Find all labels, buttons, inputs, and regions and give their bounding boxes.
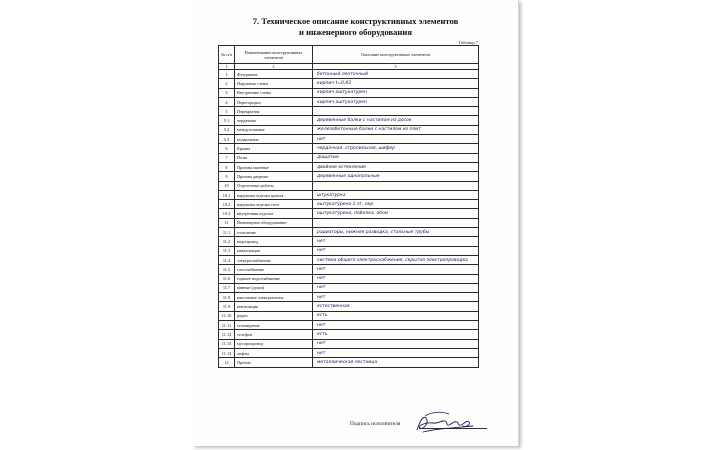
row-num: 4 — [219, 97, 235, 106]
table-row — [219, 293, 479, 302]
row-desc: деревянные балки с настилом из досок — [313, 116, 479, 125]
row-name: Перегородки — [235, 97, 313, 106]
row-num: 12 — [219, 358, 235, 367]
row-desc: кирпич оштукатурен — [313, 97, 479, 106]
row-name: Полы — [235, 153, 313, 162]
row-desc: деревянные однопольные — [313, 172, 479, 181]
document-title — [193, 16, 518, 37]
table-row — [219, 358, 479, 367]
row-num: 10.3 — [219, 209, 235, 218]
column-index: 1 — [219, 64, 235, 70]
table-body — [219, 70, 479, 368]
title-line-2: и инженерного оборудования — [299, 26, 412, 37]
row-num: 5.1 — [219, 116, 235, 125]
table-row — [219, 209, 479, 218]
row-num: 11.10 — [219, 311, 235, 320]
row-desc: есть — [313, 330, 479, 339]
row-num: 5 — [219, 107, 235, 116]
row-num: 1 — [219, 70, 235, 79]
row-name: внутренняя отделка — [235, 209, 313, 218]
row-num: 8 — [219, 162, 235, 171]
column-index: 2 — [235, 64, 313, 70]
table-row — [219, 339, 479, 348]
row-name: Проемы дверные — [235, 172, 313, 181]
table-row — [219, 283, 479, 292]
row-num: 11.11 — [219, 321, 235, 330]
row-name: радио — [235, 311, 313, 320]
signature-image — [411, 410, 479, 436]
row-desc — [313, 107, 479, 116]
row-name: Отделочные работы — [235, 181, 313, 190]
row-desc: чердачная, стропильная, шифер — [313, 144, 479, 153]
row-name: Инженерное оборудование: — [235, 218, 313, 227]
row-name: Фундамент — [235, 70, 313, 79]
table-row — [219, 125, 479, 134]
row-num: 5.3 — [219, 135, 235, 144]
table-row — [219, 246, 479, 255]
row-num: 11.14 — [219, 348, 235, 357]
row-desc: нет — [313, 246, 479, 255]
table-row — [219, 162, 479, 171]
row-num: 11.4 — [219, 255, 235, 264]
row-name: телефон — [235, 330, 313, 339]
table-row — [219, 228, 479, 237]
row-name: горячее водоснабжение — [235, 274, 313, 283]
row-num: 11.1 — [219, 228, 235, 237]
row-num: 11.2 — [219, 237, 235, 246]
row-name: Проемы оконные — [235, 162, 313, 171]
row-desc: нет — [313, 321, 479, 330]
row-desc: нет — [313, 135, 479, 144]
table-row — [219, 70, 479, 79]
column-index: 3 — [313, 64, 479, 70]
row-num: 10.2 — [219, 200, 235, 209]
table-row — [219, 190, 479, 199]
row-num: 5.2 — [219, 125, 235, 134]
row-name: электроснабжение — [235, 255, 313, 264]
table-row — [219, 330, 479, 339]
row-num: 11.12 — [219, 330, 235, 339]
row-name: газоснабжение — [235, 265, 313, 274]
row-desc: нет — [313, 237, 479, 246]
description-table — [218, 45, 479, 368]
table-row — [219, 79, 479, 88]
table-row — [219, 311, 479, 320]
row-desc: нет — [313, 348, 479, 357]
row-num: 11.3 — [219, 246, 235, 255]
table-row — [219, 302, 479, 311]
row-num: 10 — [219, 181, 235, 190]
table-row — [219, 274, 479, 283]
row-name: Наружные стены — [235, 79, 313, 88]
table-row — [219, 237, 479, 246]
row-desc: естественная — [313, 302, 479, 311]
row-num: 11.13 — [219, 339, 235, 348]
row-num: 3 — [219, 88, 235, 97]
row-desc: бетонный ленточный — [313, 70, 479, 79]
row-num: 6 — [219, 144, 235, 153]
row-num: 7 — [219, 153, 235, 162]
row-name: вентиляция — [235, 302, 313, 311]
title-line-1: 7. Техническое описание конструктивных элементов — [252, 16, 459, 26]
row-name: телевидение — [235, 321, 313, 330]
row-name: лифты — [235, 348, 313, 357]
row-desc: металлическая лестница — [313, 358, 479, 367]
row-desc: нет — [313, 293, 479, 302]
row-name: мусоропровод — [235, 339, 313, 348]
row-desc — [313, 218, 479, 227]
row-desc — [313, 181, 479, 190]
row-name: Прочие — [235, 358, 313, 367]
row-name: Перекрытия — [235, 107, 313, 116]
row-desc: дощатые — [313, 153, 479, 162]
row-num: 11.6 — [219, 274, 235, 283]
row-name: напольные электроплиты — [235, 293, 313, 302]
table-row — [219, 181, 479, 190]
row-num: 10.1 — [219, 190, 235, 199]
table-row — [219, 218, 479, 227]
row-name: междуэтажные — [235, 125, 313, 134]
table-header-row — [219, 46, 479, 64]
row-num: 9 — [219, 172, 235, 181]
row-name: Внутренние стены — [235, 88, 313, 97]
row-num: 11.8 — [219, 293, 235, 302]
row-num: 11.9 — [219, 302, 235, 311]
row-desc: нет — [313, 274, 479, 283]
row-desc: оштукатурено 1 эт, окр — [313, 200, 479, 209]
row-desc: нет — [313, 265, 479, 274]
table-row — [219, 153, 479, 162]
row-name: водопровод — [235, 237, 313, 246]
row-name: наружная отделка стен — [235, 200, 313, 209]
row-name: отопление — [235, 228, 313, 237]
row-num: 2 — [219, 79, 235, 88]
table-row — [219, 144, 479, 153]
row-name: наружная отделка цоколя — [235, 190, 313, 199]
row-num: 11.5 — [219, 265, 235, 274]
row-desc: нет — [313, 339, 479, 348]
table-row — [219, 172, 479, 181]
document-page — [193, 0, 519, 446]
table-row — [219, 116, 479, 125]
row-desc: оштукатурено, побелка, обои — [313, 209, 479, 218]
row-desc: система общего электроснабжения, скрытая электропроводка — [313, 255, 479, 264]
header-desc: Описание конструктивных элементов — [313, 46, 479, 64]
table-row — [219, 265, 479, 274]
table-row — [219, 321, 479, 330]
table-row — [219, 200, 479, 209]
row-desc: кирпич оштукатурен — [313, 88, 479, 97]
table-row — [219, 107, 479, 116]
table-row — [219, 97, 479, 106]
row-num: 11.7 — [219, 283, 235, 292]
row-name: Крыша — [235, 144, 313, 153]
row-desc: кирпич t=0,43 — [313, 79, 479, 88]
table-row — [219, 88, 479, 97]
row-desc: двойное остекление — [313, 162, 479, 171]
row-num: 11 — [219, 218, 235, 227]
table-row — [219, 255, 479, 264]
table-row — [219, 348, 479, 357]
row-desc: есть — [313, 311, 479, 320]
row-desc: нет — [313, 283, 479, 292]
row-name: ванные (души) — [235, 283, 313, 292]
table-row — [219, 135, 479, 144]
table-number: Таблица 7 — [458, 40, 478, 45]
row-desc: железобетонные балки с настилом из плит — [313, 125, 479, 134]
row-desc: штукатурка — [313, 190, 479, 199]
header-name: Наименование конструктивных элементов — [235, 46, 313, 64]
row-name: подвальные — [235, 135, 313, 144]
signature-label: Подпись исполнителя — [350, 421, 401, 427]
row-name: канализация — [235, 246, 313, 255]
row-name: чердачные — [235, 116, 313, 125]
row-desc: радиаторы, нижняя разводка, стальные трубы — [313, 228, 479, 237]
header-num: № п/п — [219, 46, 235, 64]
